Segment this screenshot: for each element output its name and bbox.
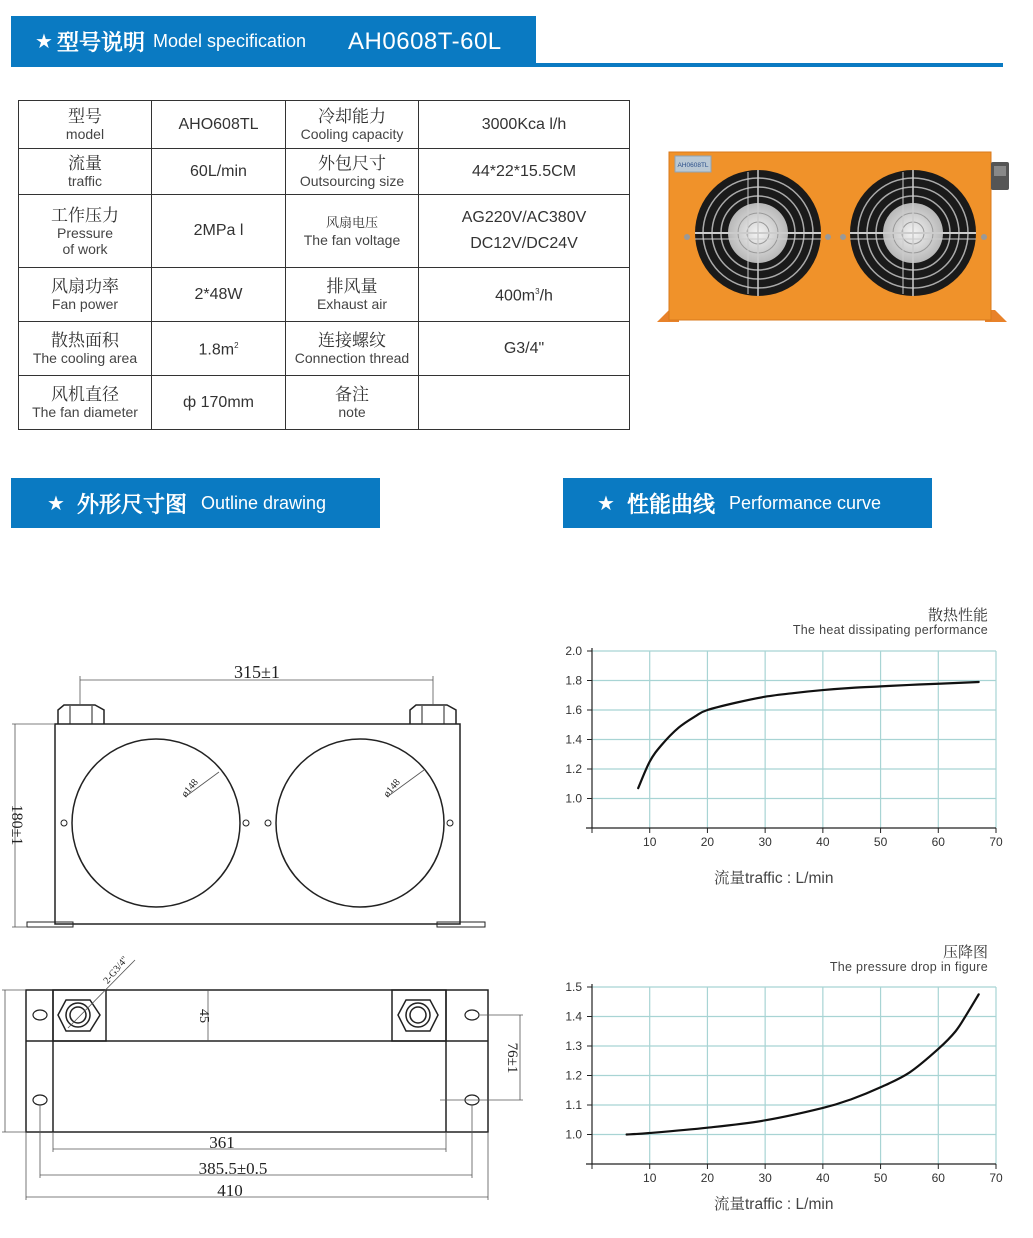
- table-row: [19, 322, 630, 376]
- label-en: Outsourcing size: [299, 173, 405, 189]
- y-tick-label: 1.1: [565, 1098, 582, 1112]
- value-cell: 2MPa l: [152, 195, 286, 268]
- x-tick-label: 70: [989, 835, 1003, 849]
- chart1-subtitle: The heat dissipating performance: [792, 623, 988, 637]
- section-title-en: Performance curve: [728, 492, 882, 513]
- section-title-cn: 性能曲线: [626, 491, 715, 517]
- label-cell: [286, 195, 419, 268]
- label-en: Cooling capacity: [300, 126, 404, 142]
- model-number: AH0608T-60L: [348, 27, 502, 55]
- label-cell: [286, 149, 419, 195]
- star-icon: ★: [597, 492, 615, 515]
- outline-drawing-header: [11, 478, 380, 528]
- label-en: model: [65, 126, 105, 142]
- value-cell: ф 170mm: [152, 376, 286, 430]
- label-cell: [286, 101, 419, 149]
- model-spec-header: [11, 16, 536, 67]
- y-tick-label: 1.5: [565, 980, 582, 994]
- y-tick-label: 1.4: [565, 1009, 582, 1024]
- section-title-cn: 外形尺寸图: [76, 491, 187, 517]
- x-tick-label: 10: [643, 1171, 657, 1185]
- value-cell: AHO608TL: [152, 101, 286, 149]
- label-cell: [19, 376, 152, 430]
- label-cell: [286, 268, 419, 322]
- table-row: [19, 268, 630, 322]
- dim-mount-spacing-v: 76±1: [504, 1042, 520, 1074]
- y-tick-label: 1.4: [565, 732, 582, 747]
- value-cell: [419, 376, 630, 430]
- table-row: [19, 101, 630, 149]
- y-tick-label: 1.0: [565, 1127, 582, 1142]
- header-title-en: Model specification: [152, 31, 307, 51]
- label-en: note: [338, 404, 366, 420]
- heat-dissipation-chart: [555, 640, 1015, 855]
- label-cell: [19, 195, 152, 268]
- dim-fan-diameter-right: ø148: [381, 777, 403, 800]
- dim-fan-diameter-left: ø148: [179, 777, 201, 800]
- value-cell: 2*48W: [152, 268, 286, 322]
- chart1-xlabel: 流量traffic : L/min: [714, 870, 834, 887]
- y-tick-label: 1.2: [565, 762, 582, 776]
- x-tick-label: 60: [931, 1171, 945, 1185]
- value-suffix: /h: [539, 287, 553, 305]
- x-tick-label: 10: [643, 835, 657, 849]
- x-tick-label: 40: [816, 835, 830, 849]
- dim-port-depth: 45: [196, 1009, 211, 1023]
- star-icon: ★: [35, 31, 53, 53]
- dim-inner-width: 361: [209, 1133, 235, 1152]
- x-tick-label: 20: [700, 1171, 715, 1185]
- value-cell: [152, 322, 286, 376]
- label-en: Fan power: [51, 296, 119, 312]
- label-cell: [19, 268, 152, 322]
- chart2-title: 压降图: [942, 944, 988, 961]
- x-tick-label: 60: [931, 835, 945, 849]
- label-en: Exhaust air: [316, 296, 388, 312]
- series-line: [638, 682, 979, 788]
- value-cell: [419, 268, 630, 322]
- value-line: AG220V/AC380V: [461, 209, 587, 226]
- label-en: Connection thread: [294, 350, 410, 366]
- chart2-xlabel: 流量traffic : L/min: [714, 1196, 834, 1213]
- header-title-cn: 型号说明: [56, 30, 145, 55]
- label-cn: 连接螺纹: [318, 331, 386, 350]
- y-tick-label: 1.0: [565, 791, 582, 806]
- label-cn: 外包尺寸: [318, 154, 386, 173]
- label-cell: [19, 322, 152, 376]
- model-label-text: AH0608TL: [677, 162, 709, 169]
- top-view-drawing: [0, 940, 540, 1210]
- value-sup: 3: [535, 287, 540, 297]
- spec-table: [18, 100, 630, 430]
- x-tick-label: 50: [873, 835, 888, 849]
- label-en: Pressure: [56, 224, 114, 241]
- value-text: 1.8m: [198, 341, 235, 359]
- front-view-drawing: [0, 640, 500, 940]
- label-cn: 排风量: [326, 277, 378, 296]
- value-sup: 2: [234, 341, 239, 351]
- label-en: traffic: [68, 173, 102, 189]
- x-tick-label: 30: [758, 835, 772, 849]
- star-icon: ★: [47, 492, 65, 515]
- x-tick-label: 50: [873, 1171, 888, 1185]
- value-cell: [419, 195, 630, 268]
- dim-thread: 2-G3/4": [101, 954, 131, 987]
- chart1-title: 散热性能: [927, 607, 988, 624]
- label-en: The cooling area: [32, 350, 138, 366]
- product-photo: [655, 150, 1010, 325]
- value-line: DC12V/DC24V: [470, 235, 578, 252]
- label-en: of work: [62, 240, 108, 257]
- label-en: The fan diameter: [32, 404, 138, 420]
- x-tick-label: 40: [816, 1171, 830, 1185]
- label-cn: 工作压力: [51, 205, 119, 225]
- dim-mount-spacing-h: 385.5±0.5: [198, 1159, 268, 1178]
- label-cell: [19, 149, 152, 195]
- x-tick-label: 70: [989, 1171, 1003, 1185]
- label-cn: 型号: [68, 107, 102, 126]
- x-tick-label: 30: [758, 1171, 772, 1185]
- label-cn: 风机直径: [51, 385, 119, 404]
- series-line: [627, 994, 979, 1134]
- label-cell: [286, 322, 419, 376]
- y-tick-label: 1.2: [565, 1068, 582, 1083]
- y-tick-label: 1.3: [565, 1039, 582, 1053]
- label-cn: 散热面积: [51, 331, 119, 350]
- value-cell: 44*22*15.5CM: [419, 149, 630, 195]
- chart2-subtitle: The pressure drop in figure: [829, 960, 988, 974]
- dim-total-width: 410: [217, 1181, 243, 1200]
- table-row: [19, 376, 630, 430]
- pressure-drop-chart: [555, 975, 1015, 1190]
- y-tick-label: 1.8: [565, 673, 582, 688]
- y-tick-label: 1.6: [565, 703, 582, 717]
- label-cn: 流量: [68, 154, 102, 173]
- header-underline: [536, 63, 1003, 67]
- value-cell: 60L/min: [152, 149, 286, 195]
- label-cn: 冷却能力: [318, 107, 386, 126]
- label-cell: [286, 376, 419, 430]
- table-row: [19, 149, 630, 195]
- label-cn: 风扇电压: [325, 215, 378, 230]
- table-row: [19, 195, 630, 268]
- label-en: The fan voltage: [303, 232, 401, 248]
- section-title-en: Outline drawing: [200, 492, 327, 513]
- label-cn: 备注: [335, 385, 369, 404]
- label-cell: [19, 101, 152, 149]
- value-cell: G3/4": [419, 322, 630, 376]
- x-tick-label: 20: [700, 835, 715, 849]
- value-cell: 3000Kca l/h: [419, 101, 630, 149]
- y-tick-label: 2.0: [565, 644, 582, 658]
- performance-curve-header: [563, 478, 932, 528]
- dim-bolt-spacing: 315±1: [234, 662, 280, 682]
- label-cn: 风扇功率: [51, 277, 119, 296]
- dim-height: 180±1: [8, 804, 25, 846]
- value-text: 400m: [495, 287, 536, 305]
